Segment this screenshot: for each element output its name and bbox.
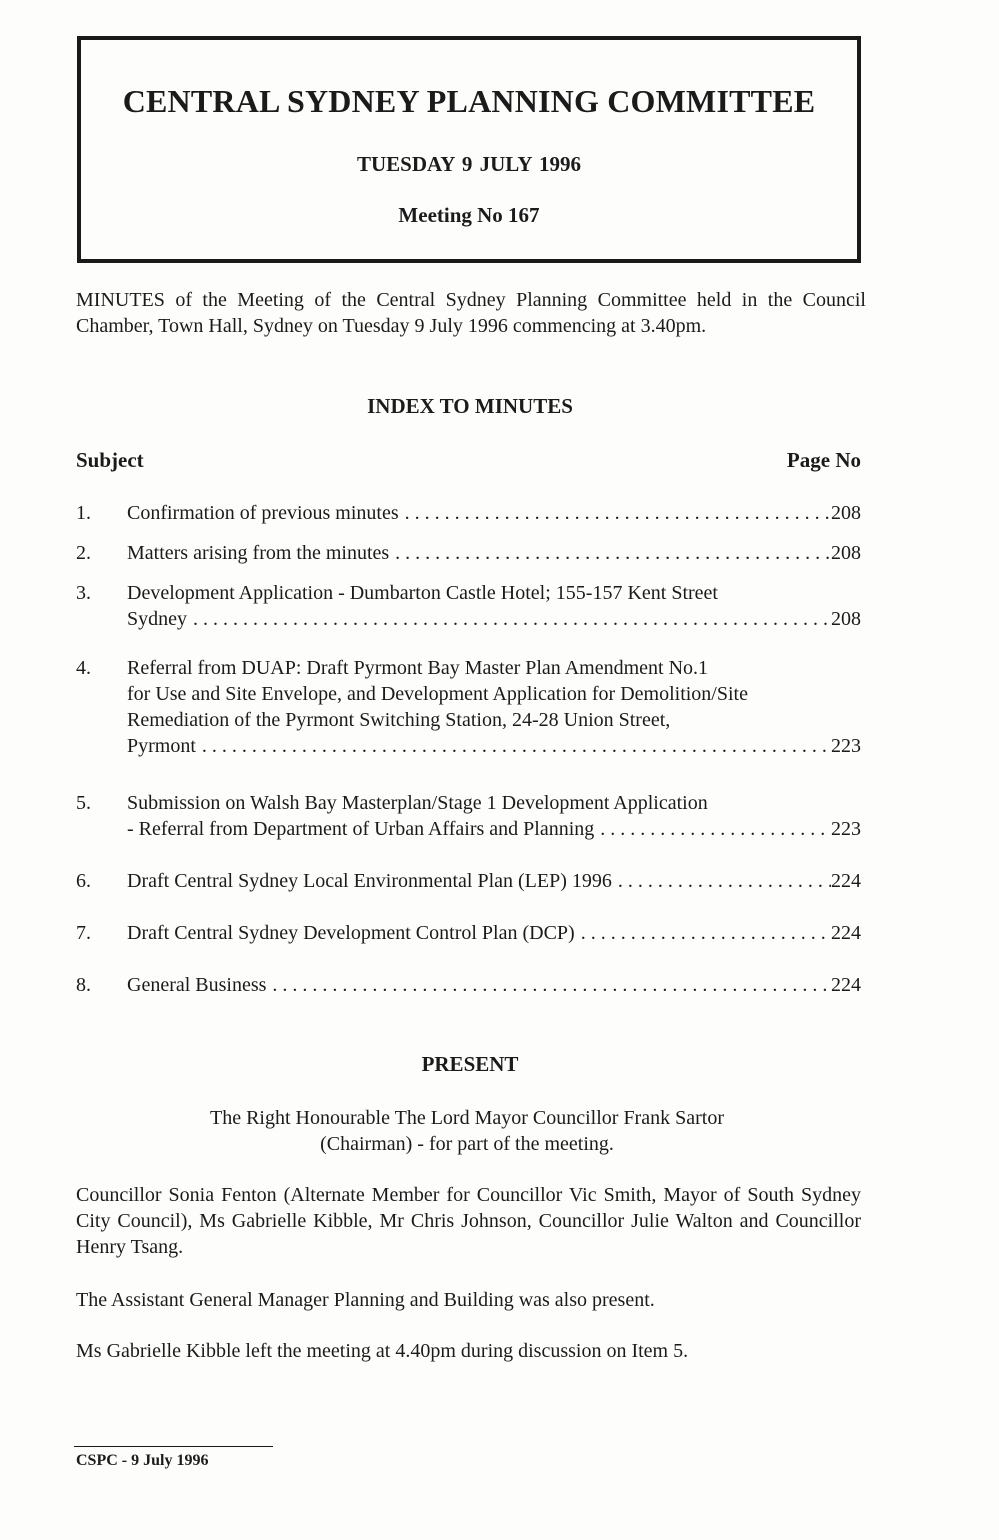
index-entry: [76, 972, 861, 998]
index-entry-page: 224: [831, 870, 861, 892]
chairman-block: [0, 1105, 934, 1157]
dot-leader: [196, 733, 831, 759]
chairman-role-line: (Chairman) - for part of the meeting.: [320, 1133, 614, 1155]
index-entry-text: Pyrmont: [127, 735, 196, 757]
index-entry-number: 4.: [76, 657, 91, 679]
index-entry-page: 208: [831, 502, 861, 524]
intro-paragraph: MINUTES of the Meeting of the Central Sydney Planning Committee held in the Council Chamber, Town Hall, Sydney on Tuesday 9 July 1996 commencing at 3.40pm.: [76, 289, 866, 337]
members-present-paragraph: Councillor Sonia Fenton (Alternate Member for Councillor Vic Smith, Mayor of South Sydney City Council), Ms Gabrielle Kibble, Mr Chris Johnson, Councillor Julie Walton and Councillor Henry Tsang.: [76, 1184, 861, 1258]
index-entry-text: for Use and Site Envelope, and Development Application for Demolition/Site: [127, 683, 748, 705]
index-entry-number: 7.: [76, 922, 91, 944]
dot-leader: [389, 540, 831, 566]
dot-leader: [594, 816, 831, 842]
chairman-line: The Right Honourable The Lord Mayor Councillor Frank Sartor: [210, 1107, 724, 1129]
index-entry-page: 223: [831, 818, 861, 840]
index-entry-page: 223: [831, 735, 861, 757]
index-entry-text: Submission on Walsh Bay Masterplan/Stage 1 Development Application: [127, 792, 708, 814]
index-entry-text: Referral from DUAP: Draft Pyrmont Bay Master Plan Amendment No.1: [127, 657, 709, 679]
index-entry-number: 5.: [76, 792, 91, 814]
footer-reference: CSPC - 9 July 1996: [76, 1452, 209, 1469]
index-entry-number: 2.: [76, 542, 91, 564]
index-entry-page: 208: [831, 608, 861, 630]
index-entry: [76, 540, 861, 566]
index-entry-number: 3.: [76, 582, 91, 604]
dot-leader: [266, 972, 831, 998]
index-entry-text: General Business: [127, 974, 267, 996]
page-no-column-header: Page No: [786, 448, 861, 472]
also-present-paragraph: The Assistant General Manager Planning and Building was also present.: [76, 1289, 655, 1311]
index-entry: [76, 868, 861, 894]
index-entry-text: Draft Central Sydney Local Environmental Plan (LEP) 1996: [127, 870, 612, 892]
index-entry-text: - Referral from Department of Urban Affairs and Planning: [127, 818, 595, 840]
index-heading: INDEX TO MINUTES: [367, 394, 573, 418]
index-entry-text: Draft Central Sydney Development Control Plan (DCP): [127, 922, 575, 944]
index-entry-page: 224: [831, 922, 861, 944]
dot-leader: [399, 500, 831, 526]
subject-column-header: Subject: [76, 448, 144, 472]
index-entry-text: Confirmation of previous minutes: [127, 502, 399, 524]
dot-leader: [187, 606, 831, 632]
index-entry: [76, 790, 861, 842]
dot-leader: [575, 920, 831, 946]
meeting-number: Meeting No 167: [398, 203, 540, 227]
index-entry-page: 224: [831, 974, 861, 996]
committee-title: CENTRAL SYDNEY PLANNING COMMITTEE: [122, 83, 816, 119]
departure-note-paragraph: Ms Gabrielle Kibble left the meeting at 4.40pm during discussion on Item 5.: [76, 1340, 689, 1362]
index-entry: [76, 655, 861, 759]
index-entry: [76, 500, 861, 526]
index-entry-number: 6.: [76, 870, 91, 892]
index-entry-page: 208: [831, 542, 861, 564]
title-box: [77, 36, 861, 263]
footer-rule: [74, 1446, 273, 1447]
index-entry: [76, 920, 861, 946]
index-entry-text: Remediation of the Pyrmont Switching Station, 24-28 Union Street,: [127, 709, 671, 731]
index-entry-text: Sydney: [127, 608, 187, 630]
index-entry-text: Matters arising from the minutes: [127, 542, 390, 564]
index-entry-text: Development Application - Dumbarton Castle Hotel; 155-157 Kent Street: [127, 582, 718, 604]
present-heading: PRESENT: [421, 1052, 519, 1076]
index-entry-number: 8.: [76, 974, 91, 996]
meeting-date: TUESDAY 9 JULY 1996: [356, 152, 582, 176]
dot-leader: [612, 868, 831, 894]
index-entry: [76, 580, 861, 632]
index-entry-number: 1.: [76, 502, 91, 524]
